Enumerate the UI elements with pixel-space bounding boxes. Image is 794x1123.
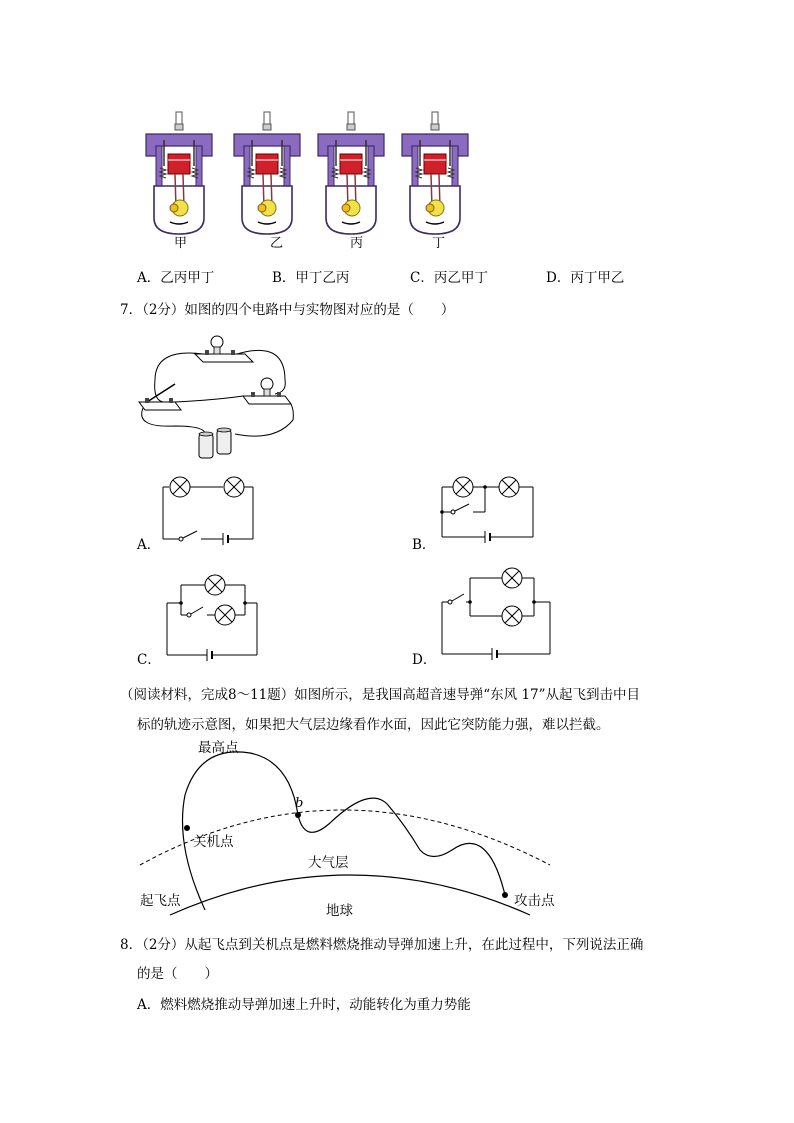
physical-circuit-figure <box>135 330 295 465</box>
label-point-b: b <box>295 796 304 811</box>
q6-option-c: C．丙乙甲丁 <box>410 270 488 286</box>
engine-strokes-figure <box>140 110 490 255</box>
q8-stem-line-2: 的是（ ） <box>137 966 218 982</box>
missile-trajectory-diagram <box>130 735 570 925</box>
label-earth: 地球 <box>326 903 353 919</box>
q7-option-c: C． <box>137 652 161 668</box>
q7-option-a: A． <box>137 537 161 553</box>
q6-option-b: B．甲丁乙丙 <box>272 270 350 286</box>
engine-label-bing: 丙 <box>350 236 364 251</box>
circuit-c <box>163 573 263 668</box>
engine-off-point-dot <box>184 825 190 831</box>
q6-option-a: A．乙丙甲丁 <box>137 270 215 286</box>
circuit-a <box>155 475 260 550</box>
q7-stem: 7．（2分）如图的四个电路中与实物图对应的是（ ） <box>120 302 455 318</box>
label-atmosphere: 大气层 <box>308 855 349 871</box>
q8-stem-line-1: 8．（2分）从起飞点到关机点是燃料燃烧推动导弹加速上升，在此过程中，下列说法正确 <box>120 937 644 953</box>
engine-label-ding: 丁 <box>432 236 446 251</box>
q6-option-d: D．丙丁甲乙 <box>546 270 625 286</box>
q8-option-a: A．燃料燃烧推动导弹加速上升时，动能转化为重力势能 <box>137 997 471 1013</box>
circuit-d <box>438 564 556 664</box>
label-attack-point: 攻击点 <box>514 893 555 909</box>
label-highest-point: 最高点 <box>198 740 239 756</box>
engine-label-yi: 乙 <box>270 236 284 251</box>
label-engine-off-point: 关机点 <box>193 834 234 850</box>
q7-option-d: D． <box>412 652 437 668</box>
label-takeoff-point: 起飞点 <box>140 893 181 909</box>
engine-label-jia: 甲 <box>174 236 188 251</box>
passage-line-2: 标的轨迹示意图，如果把大气层边缘看作水面，因此它突防能力强，难以拦截。 <box>137 717 610 733</box>
attack-point-dot <box>502 892 508 898</box>
passage-line-1: （阅读材料，完成8～11题）如图所示，是我国高超音速导弹“东风 17”从起飞到击中目 <box>120 687 641 703</box>
point-b-dot <box>295 812 301 818</box>
circuit-b <box>437 475 542 550</box>
q7-option-b: B． <box>412 537 436 553</box>
